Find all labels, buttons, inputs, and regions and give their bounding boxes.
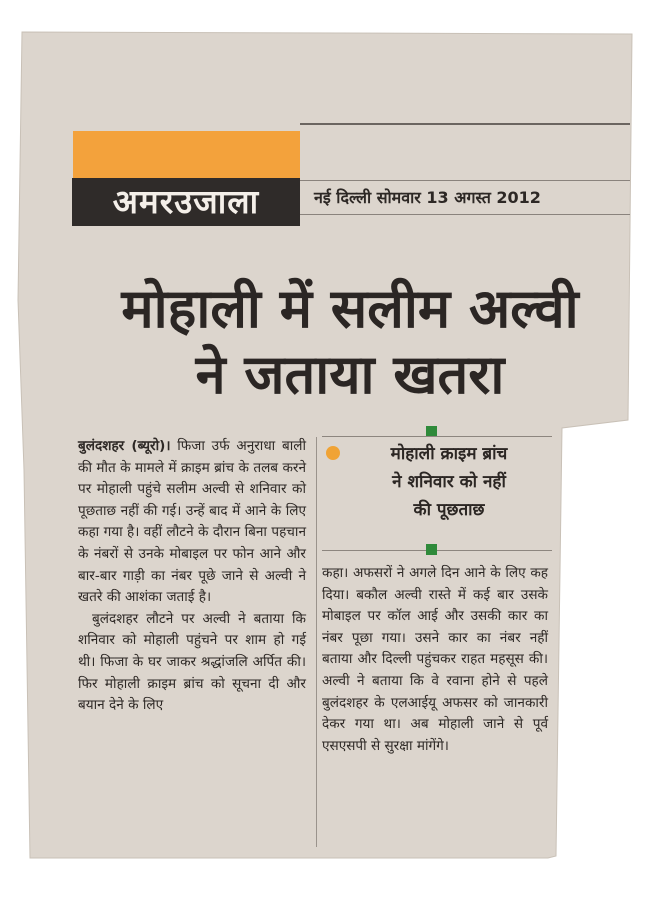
pull-quote-rule-top [322,436,552,437]
newspaper-logo: अमरउजाला [72,178,300,226]
dateline-rule-top [300,180,630,181]
paragraph-1-body: फिजा उर्फ अनुराधा बाली की मौत के मामले में क्राइम ब्रांच के तलब करने पर मोहाली पहुंचे सलीम अल्वी से शनिवार को पूछताछ नहीं की गई। उन्हें बाद में आने के लिए कहा गया है। वहीं लौटने के दौरान बिना पहचान के नंबरों से उनके मोबाइल पर फोन आने और बार-बार गाड़ी का नंबर पूछे जाने से अल्वी ने खतरे की आशंका जताई है। [78,438,306,606]
dateline-rule-bottom [300,214,630,215]
pull-quote-text [346,440,552,524]
pull-quote-line-1: मोहाली क्राइम ब्रांच [390,444,508,464]
article-left-column [78,436,306,717]
pull-quote-line-3: की पूछताछ [413,500,485,520]
headline-line-2: ने जताया खतरा [195,343,505,406]
green-square-marker-bottom [426,544,437,555]
masthead-orange-bar [73,131,300,178]
column-divider [316,437,317,847]
pull-quote [322,426,552,556]
byline-dateline: बुलंदशहर (ब्यूरो)। [78,438,171,454]
masthead-top-rule [300,123,630,125]
paragraph-2: बुलंदशहर लौटने पर अल्वी ने बताया कि शनिवार को मोहाली पहुंचने पर शाम हो गई थी। फिजा के घर जाकर श्रद्धांजलि अर्पित की। फिर मोहाली क्राइम ब्रांच को सूचना दी और बयान देने के लिए [78,610,306,714]
pull-quote-rule-bottom [322,550,552,551]
orange-bullet-icon [326,446,340,460]
headline-line-1: मोहाली में सलीम अल्वी [121,277,579,340]
article-right-column [322,563,548,757]
pull-quote-line-2: ने शनिवार को नहीं [392,472,506,492]
right-column-text: कहा। अफसरों ने अगले दिन आने के लिए कह दिया। बकौल अल्वी रास्ते में कई बार उसके मोबाइल पर कॉल आई और उसकी कार का नंबर पूछा गया। उसने कार का नंबर नहीं बताया और दिल्ली पहुंचकर राहत महसूस की। अल्वी ने बताया कि वे रवाना होने से पहले बुलंदशहर के एलआईयू अफसर को जानकारी देकर गया था। अब मोहाली जाने से पूर्व एसएसपी से सुरक्षा मांगेंगे। [322,565,548,754]
paragraph-1 [78,436,306,609]
masthead-dateline: नई दिल्ली सोमवार 13 अगस्त 2012 [314,188,541,207]
article-headline [60,276,640,408]
